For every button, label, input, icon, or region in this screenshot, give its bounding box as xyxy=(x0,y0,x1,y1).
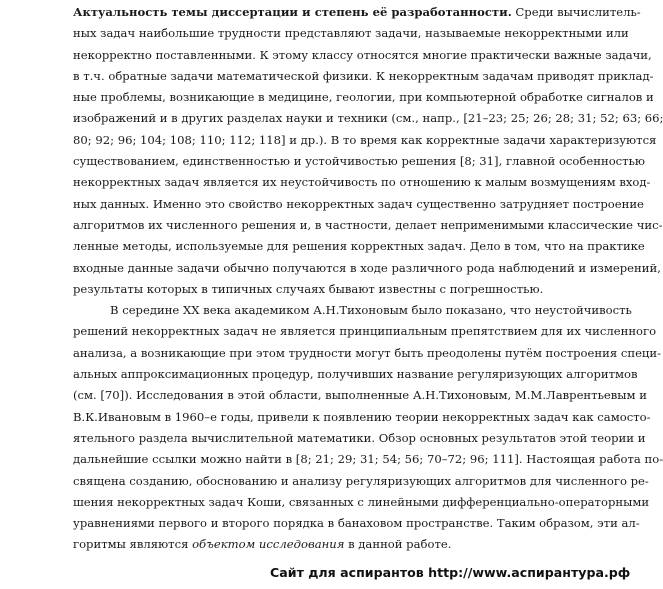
paragraph-1-line: некорректных задач является их неустойчивость по отношению к малым возмущениям вход- xyxy=(73,175,651,190)
paragraph-1-line: существованием, единственностью и устойчивостью решения [8; 31], главной особенностью xyxy=(73,154,645,169)
paragraph-2-line: анализа, а возникающие при этом трудности могут быть преодолены путём построения специ- xyxy=(73,345,662,360)
paragraph-1-line-1-rest: Среди вычислитель- xyxy=(511,5,641,19)
paragraph-2-line: В.К.Ивановым в 1960–е годы, привели к появлению теории некорректных задач как самосто- xyxy=(73,409,651,424)
paragraph-2-line: В середине XX века академиком А.Н.Тихоновым было показано, что неустойчивость xyxy=(110,303,632,318)
paragraph-1-line: 80; 92; 96; 104; 108; 110; 112; 118] и др.). В то время как корректные задачи характеризуются xyxy=(73,132,657,147)
paragraph-1-line: некорректно поставленными. К этому классу относятся многие практически важные задачи, xyxy=(73,47,652,62)
last-line-suffix: в данной работе. xyxy=(344,537,452,552)
paragraph-1-line: изображений и в других разделах науки и техники (см., напр., [21–23; 25; 26; 28; 31; 52; 63; 66; xyxy=(73,111,663,126)
paragraph-1-line: ленные методы, используемые для решения корректных задач. Дело в том, что на практике xyxy=(73,239,645,254)
section-heading: Актуальность темы диссертации и степень её разработанности. xyxy=(73,5,512,19)
paragraph-1-line: входные данные задачи обычно получаются в ходе различного рода наблюдений и измерений, xyxy=(73,260,661,275)
site-watermark-footer: Сайт для аспирантов http://www.аспирантура.рф xyxy=(270,565,631,580)
paragraph-2-line: священа созданию, обоснованию и анализу регуляризующих алгоритмов для численного ре- xyxy=(73,473,649,488)
last-line-prefix: горитмы являются xyxy=(73,537,193,552)
paragraph-2-line: ятельного раздела вычислительной математики. Обзор основных результатов этой теории и xyxy=(73,430,646,445)
paragraph-2-line: шения некорректных задач Коши, связанных с линейными дифференциально-операторными xyxy=(73,494,650,509)
paragraph-2-line: решений некорректных задач не является принципиальным препятствием для их численного xyxy=(73,324,657,339)
document-body xyxy=(73,2,663,556)
paragraph-2-line: дальнейшие ссылки можно найти в [8; 21; 29; 31; 54; 56; 70–72; 96; 111]. Настоящая работа по- xyxy=(73,452,663,467)
paragraph-1-line: алгоритмов их численного решения и, в частности, делает неприменимыми классические чис- xyxy=(73,217,663,232)
paragraph-2-line: (см. [70]). Исследования в этой области, выполненные А.Н.Тихоновым, М.М.Лаврентьевым и xyxy=(73,388,647,403)
paragraph-1-line: в т.ч. обратные задачи математической физики. К некорректным задачам приводят приклад- xyxy=(73,68,654,83)
emphasis-object-of-research: объектом исследования xyxy=(192,537,345,552)
paragraph-1-line-1 xyxy=(73,2,641,23)
paragraph-1-line: ных задач наибольшие трудности представляют задачи, называемые некорректными или xyxy=(73,26,629,41)
paragraph-2-last-line xyxy=(73,534,574,555)
paragraph-1-line: результаты которых в типичных случаях бывают известны с погрешностью. xyxy=(73,281,544,296)
paragraph-1-line: ные проблемы, возникающие в медицине, геологии, при компьютерной обработке сигналов и xyxy=(73,90,654,105)
paragraph-1-line: ных данных. Именно это свойство некорректных задач существенно затрудняет построение xyxy=(73,196,644,211)
paragraph-2-line: альных аппроксимационных процедур, получивших название регуляризующих алгоритмов xyxy=(73,367,638,382)
paragraph-2-line: уравнениями первого и второго порядка в банаховом пространстве. Таким образом, эти ал- xyxy=(73,516,640,531)
